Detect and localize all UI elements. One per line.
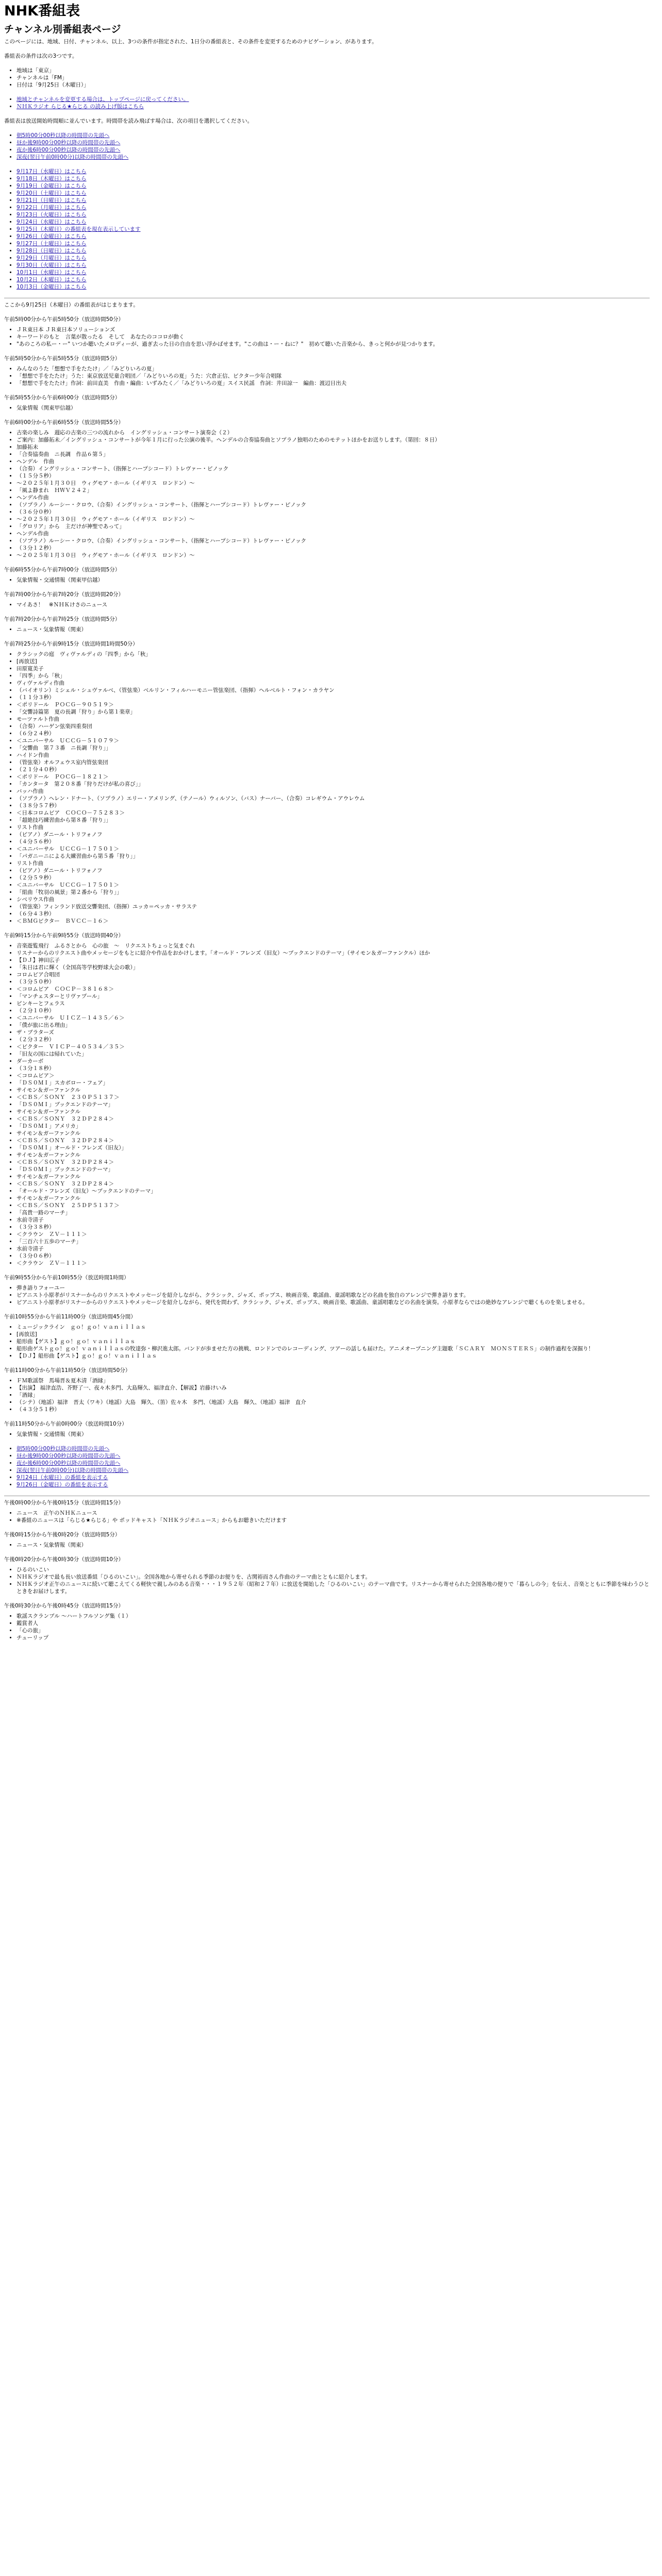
program-detail-line: • ＦＭ歌謡祭 馬場晋＆夏木清「酒縁」 (16, 1377, 650, 1384)
program-detail-line: • ＜ポリドール ＰＯＣＧ－９０５１９＞ (16, 701, 650, 708)
timeslot-link-evening[interactable]: 夜か後6時00分00秒以降の時間帯の先頭へ (16, 147, 121, 153)
program-detail-line: • 「超絶技巧練習曲から第８番「狩り」」 (16, 817, 650, 824)
timeslot-link-latenight[interactable]: 深夜(翌日午前0時00分)以降の時間帯の先頭へ (16, 154, 129, 160)
program-detail-line: • 「風よ静まれ ＨＷＶ２４２」 (16, 487, 650, 494)
program-detail-line: • クラシックの庭 ヴィヴァルディの「四季」から「秋」 (16, 651, 650, 658)
program-detail-line: • ひるのいこい (16, 1566, 650, 1573)
program-detail-line: • （３分０６秒） (16, 1252, 650, 1260)
timeslot-nav-link[interactable]: 9月26日（金曜日）の番組を表示する (16, 1482, 108, 1488)
program-detail-line: • ＜ユニバーサル ＵＣＣＧ－１７５０１＞ (16, 882, 650, 889)
program-details (4, 429, 650, 559)
program-detail-line: • 【出演】 福津直浩、芥野了一、夜々木多門、大島輝久、福津直介、【解説】岩藤けいみ (16, 1384, 650, 1392)
program-entry (4, 394, 650, 412)
date-link[interactable]: 9月26日（金曜日）はこちら (16, 233, 87, 240)
program-time: 午前11時00分から午前11時50分（放送時間50分） (4, 1367, 131, 1374)
program-entry (4, 591, 650, 608)
program-detail-line: • 「交響詩篇第 夏の長調「狩り」から第１楽章」 (16, 708, 650, 716)
program-detail-line: • ＜クラウン ＺＶ－１１１＞ (16, 1231, 650, 1238)
program-time: 午後0時15分から午後0時20分（放送時間5分） (4, 1532, 121, 1538)
program-detail-line: • ＜ＣＢＳ／ＳＯＮＹ ３２ＤＰ２８４＞ (16, 1180, 650, 1188)
page-heading: チャンネル別番組表ページ (4, 24, 121, 35)
program-detail-line: • 加藤拓未 (16, 444, 650, 451)
program-detail-line: • ＜ユニバーサル ＵＣＣＧ－１７５０１＞ (16, 845, 650, 853)
program-time: 午前6時00分から午前6時55分（放送時間55分） (4, 419, 124, 426)
program-details (4, 651, 650, 925)
condition-region: • 地域は「東京」 (16, 67, 650, 74)
program-detail-line: • ＜ポリドール ＰＯＣＧ－１８２１＞ (16, 773, 650, 781)
program-entry (4, 1274, 650, 1306)
program-detail-line: • 音楽遊覧飛行 ふるさとから 心の旅 ～ リクエストちょっと気まぐれ (16, 942, 650, 950)
program-detail-line: • ザ・ブラターズ (16, 1029, 650, 1036)
program-detail-line: • 水前寺清子 (16, 1245, 650, 1252)
radiru-readout-link[interactable]: ＮＨＫラジオ らじる★らじる の読み上げ版はこちら (16, 104, 144, 110)
program-detail-line: • ヘンデル作曲 (16, 494, 650, 501)
timeslot-nav-link[interactable]: 深夜(翌日午前0時00分)以降の時間帯の先頭へ (16, 1467, 129, 1473)
program-detail-line: • サイモン＆ガーファンクル (16, 1195, 650, 1202)
site-title: NHK番組表 (4, 3, 80, 19)
program-detail-line: • ＜日本コロムビア ＣＯＣＯ－７５２８３＞ (16, 809, 650, 817)
date-link[interactable]: 9月19日（金曜日）はこちら (16, 183, 87, 189)
program-entry (4, 1556, 650, 1595)
program-detail-line: • チューリップ (16, 1634, 650, 1641)
program-detail-line: • サイモン＆ガーファンクル (16, 1108, 650, 1115)
program-detail-line: • 【ＤＪ】神田広子 (16, 957, 650, 964)
program-detail-line: • （シテ）（地謡）福津 晋太（ワキ）（地謡）大島 輝久、（笛）佐々木 多門、（地謡）大島 輝久、（地謡）福津 直介 (16, 1399, 650, 1406)
condition-channel: • チャンネルは「FM」 (16, 74, 650, 81)
date-link[interactable]: 10月2日（木曜日）はこちら (16, 277, 87, 283)
timeslot-link-morning[interactable]: 朝5時00分00秒以降の時間帯の先頭へ (16, 132, 110, 139)
program-detail-line: • 水前寺清子 (16, 1216, 650, 1224)
program-details (4, 626, 650, 633)
program-detail-line: • （３８分５７秒） (16, 802, 650, 809)
program-detail-line: • （ソプラノ）ルーシー・クロウ、（合奏）イングリッシュ・コンサート、（指揮とハープシコード）トレヴァー・ピノック (16, 501, 650, 509)
program-details (4, 1510, 650, 1524)
program-detail-line: • ニュース・気象情報（関東） (16, 1541, 650, 1549)
date-link[interactable]: 9月28日（日曜日）はこちら (16, 248, 87, 254)
program-detail-line: • 「組曲「牧羽の風景」第２番から「狩り」」 (16, 889, 650, 896)
program-detail-line: • コロムビア合唱団 (16, 971, 650, 978)
date-links (4, 168, 650, 291)
program-detail-line: • 気象情報・交通情報（関東） (16, 1431, 650, 1438)
program-detail-line: • （６分４３秒） (16, 910, 650, 918)
program-detail-line: • ※番組のニュースは「らじる★らじる」や ポッドキャスト「ＮＨＫラジオニュース」からもお聴きいただけます (16, 1517, 650, 1524)
program-time: 午前9時55分から午前10時55分（放送時間1時間） (4, 1275, 129, 1281)
program-detail-line: • キーワードのもと 言葉が散ったる そして あなたのココロが動く (16, 333, 650, 341)
program-detail-line: • （ソプラノ）ルーシー・クロウ、（合奏）イングリッシュ・コンサート、（指揮とハープシコード）トレヴァー・ピノック (16, 537, 650, 545)
program-detail-line: • 「四季」から「秋」 (16, 672, 650, 680)
program-time: 午後0時00分から午後0時15分（放送時間15分） (4, 1500, 124, 1506)
program-detail-line: • 「想想で手をたたけ」うた：東京放送児童合唱団／「みどりいろの夏」うた：穴倉正信、ビクター少年合唱隊 (16, 372, 650, 380)
program-time: 午後0時30分から午後0時45分（放送時間15分） (4, 1603, 124, 1609)
program-details (4, 1431, 650, 1438)
program-time: 午後0時20分から午後0時30分（放送時間10分） (4, 1556, 124, 1563)
program-detail-line: • サイモン＆ガーファンクル (16, 1087, 650, 1094)
program-detail-line: • モーツァルト作曲 (16, 716, 650, 723)
program-detail-line: • リスナーからのリクエスト曲やメッセージをもとに紹介や作品をおかけします。「オールド・フレンズ（旧友）～ブックエンドのテーマ」（サイモン＆ガーファンクル）ほか (16, 950, 650, 957)
program-detail-line: • "あのころの私ー・ー" いつか聴いたメロディーが、過ぎ去った日の自由を思い浮かばせます。"この曲は・ー・ねに？" 初めて聴いた音楽から、きっと何かが見つかります。 (16, 341, 650, 348)
program-detail-line: • ＜ユニバーサル ＵＩＣＺ－１４３５／６＞ (16, 1014, 650, 1022)
program-detail-line: • （２分５９秒） (16, 874, 650, 882)
date-link[interactable]: 9月30日（火曜日）はこちら (16, 262, 87, 268)
intro-text: このページには、地域、日付、チャンネル、以上、3つの条件が指定された、1日分の番組表と、その条件を変更するためのナビゲーション、があります。 (4, 39, 377, 45)
program-time: 午前5時50分から午前5時55分（放送時間5分） (4, 355, 121, 362)
program-detail-line: • ニュース 正午のＮＨＫニュース (16, 1510, 650, 1517)
program-details (4, 1324, 650, 1360)
program-detail-line: • 「マンチェスターとリヴァプール」 (16, 993, 650, 1000)
program-detail-line: • 船形曲【ゲスト】ｇｏ！ｇｏ！ｖａｎｉｌｌａｓ (16, 1338, 650, 1345)
program-time: 午前7時00分から午前7時20分（放送時間20分） (4, 591, 124, 598)
program-details (4, 1566, 650, 1595)
program-details (4, 1284, 650, 1306)
program-detail-line: • ＜ユニバーサル ＵＣＣＧ－５１０７９＞ (16, 737, 650, 744)
timeslot-nav-link[interactable]: 9月24日（水曜日）の番組を表示する (16, 1475, 108, 1481)
program-detail-line: • （管弦楽）フィンランド放送交響楽団、（指揮）ユッカ＝ペッカ・サラステ (16, 903, 650, 910)
program-detail-line: • 「ＤＳ０ＭＩ」オールド・フレンズ（旧友）」 (16, 1144, 650, 1151)
program-detail-line: • ＜ＣＢＳ／ＳＯＮＹ ３２ＤＰ２８４＞ (16, 1137, 650, 1144)
program-detail-line: • 「想想で手をたたけ」作詞：前田直美 作曲・編曲：いずみたく／「みどりいろの夏」スイス民謡 作詞：井田諒一 編曲：渡辺日出夫 (16, 380, 650, 387)
program-time: 午前10時55分から午前11時00分（放送時間45分間） (4, 1314, 136, 1320)
timeslot-nav-link[interactable]: 昼か後9時00分00秒以降の時間帯の先頭へ (16, 1453, 121, 1459)
program-detail-line: • 「高貴一路のマーチ」 (16, 1209, 650, 1216)
program-detail-line: • 「グロリア」から 主だけが神聖であって」 (16, 523, 650, 530)
date-link[interactable]: 9月23日（火曜日）はこちら (16, 212, 87, 218)
program-detail-line: • 【ＤＪ】船形曲【ゲスト】ｇｏ！ｇｏ！ｖａｎｉｌｌａｓ (16, 1352, 650, 1360)
timeslot-link-noon[interactable]: 昼か後9時00分00秒以降の時間帯の先頭へ (16, 140, 121, 146)
program-entry (4, 1531, 650, 1549)
program-detail-line: • リスト作曲 (16, 824, 650, 831)
conditions-list (4, 67, 650, 89)
program-entry (4, 1367, 650, 1413)
program-detail-line: • サイモン＆ガーファンクル (16, 1151, 650, 1159)
program-detail-line: • ＜コロムビア ＣＯＣＰ－３８１６８＞ (16, 986, 650, 993)
date-link[interactable]: 9月22日（月曜日）はこちら (16, 205, 87, 211)
program-detail-line: • 「心の旅」 (16, 1627, 650, 1634)
program-detail-line: • ＜ＣＢＳ／ＳＯＮＹ ２５ＤＰ５１３７＞ (16, 1202, 650, 1209)
program-entry (4, 316, 650, 348)
program-detail-line: • （３分１２秒） (16, 545, 650, 552)
program-detail-line: • 歌謡スクランブル ～ハートフルソング集（１） (16, 1613, 650, 1620)
timeslot-nav-link[interactable]: 夜か後6時00分00秒以降の時間帯の先頭へ (16, 1460, 121, 1466)
program-entry (4, 640, 650, 925)
program-detail-line: • ヘンデル作曲 (16, 530, 650, 537)
program-detail-line: • ハイドン作曲 (16, 752, 650, 759)
program-detail-line: • 「旧友の国には帰れていた」 (16, 1050, 650, 1058)
program-detail-line: • 気象情報（関東甲信越） (16, 404, 650, 412)
program-detail-line: • （６分２４秒） (16, 730, 650, 737)
back-to-top-link[interactable]: 地域とチャンネルを変更する場合は、トップページに戻ってください。 (16, 96, 189, 103)
program-detail-line: • ＮＨＫラジオ正午のニュースに続いて聴こえてくる軽快で親しみのある音楽・・・１９５２年（昭和２７年）に放送を開始した「ひるのいこい」のテーマ曲です。リスナーから寄せられた全国各地の便りで「暮らしの今」を伝え、音楽とともに季節を味わうひとときをお届けします。 (16, 1581, 650, 1595)
program-detail-line: • （４分５６秒） (16, 838, 650, 845)
program-detail-line: • ヴィヴァルディ作曲 (16, 680, 650, 687)
program-detail-line: • ＜ＢＭＧビクター ＢＶＣＣ－１６＞ (16, 918, 650, 925)
conditions-intro: 番組表の条件は次の3つです。 (4, 53, 78, 59)
program-time: 午前5時55分から午前6時00分（放送時間5分） (4, 395, 121, 401)
program-details (4, 404, 650, 412)
program-detail-line: • バッハ作曲 (16, 788, 650, 795)
date-link[interactable]: 10月3日（金曜日）はこちら (16, 284, 87, 290)
program-details (4, 1613, 650, 1641)
program-details (4, 326, 650, 348)
date-link[interactable]: 9月24日（水曜日）はこちら (16, 219, 87, 225)
program-details (4, 942, 650, 1267)
program-entry (4, 566, 650, 584)
program-detail-line: • ＜ＣＢＳ／ＳＯＮＹ ３２ＤＰ２８４＞ (16, 1159, 650, 1166)
program-detail-line: • 鑑賞者人 (16, 1620, 650, 1627)
program-detail-line: • ミュージックライン ｇｏ！ｇｏ！ｖａｎｉｌｌａｓ (16, 1324, 650, 1331)
program-detail-line: • ～２０２５年１月３０日 ウィグモア・ホール（イギリス ロンドン）～ (16, 516, 650, 523)
program-detail-line: • （管弦楽）オルフェウス室内管弦楽団 (16, 759, 650, 766)
date-link[interactable]: 10月1日（水曜日）はこちら (16, 269, 87, 276)
timeslot-links (4, 132, 650, 161)
timeslot-intro: 番組表は放送開始時間順に並んでいます。時間帯を読み飛ばす場合は、次の項目を選択してください。 (4, 118, 253, 124)
program-detail-line: • 「酒縁」 (16, 1392, 650, 1399)
program-detail-line: • （４３分５１秒） (16, 1406, 650, 1413)
program-time: 午前6時55分から午前7時00分（放送時間5分） (4, 567, 121, 573)
program-entry (4, 616, 650, 633)
program-detail-line: • ダーカーボ (16, 1058, 650, 1065)
program-entry (4, 419, 650, 559)
program-detail-line: • （１５分５秒） (16, 472, 650, 480)
program-time: 午前11時50分から午前0時00分（放送時間10分） (4, 1421, 127, 1427)
timeslot-nav-link[interactable]: 朝5時00分00秒以降の時間帯の先頭へ (16, 1446, 110, 1452)
program-detail-line: • 「ＤＳ０ＭＩ」ブックエンドのテーマ」 (16, 1101, 650, 1108)
program-detail-line: • （２１分４０秒） (16, 766, 650, 773)
program-time: 午前7時20分から午前7時25分（放送時間5分） (4, 616, 121, 622)
program-detail-line: • ニュース・気象情報（関東） (16, 626, 650, 633)
program-detail-line: • ～２０２５年１月３０日 ウィグモア・ホール（イギリス ロンドン）～ (16, 480, 650, 487)
program-detail-line: • ピンキーとフェラス (16, 1000, 650, 1007)
program-detail-line: • ピアニスト小原孝がリスナーからのリクエストやメッセージを紹介しながら、発代を問わず、クラシック、ジャズ、ポップス、映画音楽、歌謡曲、童謡唱歌などの名曲を演奏。小原孝ならではの絶妙なアレンジで聴くものを楽しませる。 (16, 1299, 650, 1306)
date-link[interactable]: 9月18日（木曜日）はこちら (16, 176, 87, 182)
condition-date: • 日付は「9月25日（木曜日）」 (16, 81, 650, 89)
program-detail-line: • （合奏）ハーゲン弦楽四重奏団 (16, 723, 650, 730)
program-entry (4, 932, 650, 1267)
program-detail-line: • ～２０２５年１月３０日 ウィグモア・ホール（イギリス ロンドン）～ (16, 552, 650, 559)
program-details (4, 577, 650, 584)
program-details (4, 1377, 650, 1413)
date-link[interactable]: 9月25日（木曜日）の番組表を現在表示しています (16, 226, 141, 232)
program-entry (4, 1602, 650, 1641)
program-detail-line: • リスト作曲 (16, 860, 650, 867)
date-link[interactable]: 9月20日（土曜日）はこちら (16, 190, 87, 196)
program-detail-line: • （合奏）イングリッシュ・コンサート、（指揮とハープシコード）トレヴァー・ピノック (16, 465, 650, 472)
program-detail-line: • 「ＤＳ０ＭＩ」ブックエンドのテーマ」 (16, 1166, 650, 1173)
program-detail-line: • （３分３８秒） (16, 1224, 650, 1231)
program-detail-line: • ＜クラウン ＺＶ－１１１＞ (16, 1260, 650, 1267)
program-entry (4, 1313, 650, 1360)
program-entry (4, 1499, 650, 1524)
program-entry (4, 1420, 650, 1438)
program-detail-line: • （２分３２秒） (16, 1036, 650, 1043)
program-detail-line: • ＪＲ東日本 ＪＲ東日本ソリューションズ (16, 326, 650, 333)
program-list (4, 316, 650, 1641)
program-detail-line: • （３分１８秒） (16, 1065, 650, 1072)
program-detail-line: • 古楽の楽しみ 週応の古楽の三つの流れから イングリッシュ・コンサート演奏会（２） (16, 429, 650, 436)
program-detail-line: • ピアニスト小原孝がリスナーからのリクエストやメッセージを紹介しながら、クラシック、ジャズ、ポップス、映画音楽、歌謡曲、童謡唱歌などの名曲を独自のアレンジで弾き語ります。 (16, 1292, 650, 1299)
program-detail-line: • [再放送] (16, 658, 650, 665)
condition-links (4, 96, 650, 110)
program-details (4, 1541, 650, 1549)
list-start-text: ここから9月25日（木曜日）の番組表がはじまります。 (4, 302, 139, 308)
program-detail-line: • （３分５０秒） (16, 978, 650, 986)
program-details (4, 365, 650, 387)
program-detail-line: • 「ＤＳ０ＭＩ」スカボロー・フェア」 (16, 1079, 650, 1087)
program-detail-line: • 「交響曲 第７３番 ニ長調「狩り」」 (16, 744, 650, 752)
program-detail-line: • 「カンタータ 第２０８番「狩りだけが私の喜び」」 (16, 781, 650, 788)
program-detail-line: • （バイオリン）ミシェル・シュヴァルベ、（管弦楽）ベルリン・フィルハーモニー管弦楽団、（指揮）ヘルベルト・フォン・カラヤン (16, 687, 650, 694)
program-detail-line: • 「合奏協奏曲 ニ長調 作品６第５」 (16, 451, 650, 458)
program-detail-line: • ＜ビクター ＶＩＣＰ－４０５３４／３５＞ (16, 1043, 650, 1050)
program-detail-line: • みんなのうた「想想で手をたたけ」／「みどりいろの夏」 (16, 365, 650, 372)
program-detail-line: • 気象情報・交通情報（関東甲信越） (16, 577, 650, 584)
program-detail-line: • 「ＤＳ０ＭＩ」アメリカ」 (16, 1123, 650, 1130)
program-detail-line: • ＜コロムビア＞ (16, 1072, 650, 1079)
program-detail-line: • 船形曲ゲストｇｏ！ｇｏ！ｖａｎｉｌｌａｓの牧達弥・柳沢進太郎。バンドが歩ませた方の挑戦、ロンドンでのレコーディング、ツアーの話しも届けた。アニメオープニング主題歌「ＳＣＡＲＹ ＭＯＮＳＴＥＲＳ」の制作過程を深掘り！ (16, 1345, 650, 1352)
program-detail-line: • 「朱日は君に輝く（全国高等学校野球大会の歌）」 (16, 964, 650, 971)
program-detail-line: • [再放送] (16, 1331, 650, 1338)
program-detail-line: • 「パガニーニによる大練習曲から第５番「狩り」」 (16, 853, 650, 860)
program-detail-line: • 田原寛美子 (16, 665, 650, 672)
date-link[interactable]: 9月27日（土曜日）はこちら (16, 241, 87, 247)
program-time: 午前5時00分から午前5時50分（放送時間50分） (4, 316, 124, 323)
program-detail-line: • 「オールド・フレンズ（旧友）～ブックエンドのテーマ」 (16, 1188, 650, 1195)
program-detail-line: • ヘンデル 作曲 (16, 458, 650, 465)
program-detail-line: • 弾き語りフォーユー (16, 1284, 650, 1292)
program-detail-line: • （３６分０秒） (16, 509, 650, 516)
program-detail-line: • （１１分３秒） (16, 694, 650, 701)
program-detail-line: • （ピアノ）ダニール・トリフォノフ (16, 831, 650, 838)
program-detail-line: • ＜ＣＢＳ／ＳＯＮＹ ３２ＤＰ２８４＞ (16, 1115, 650, 1123)
date-link[interactable]: 9月21日（日曜日）はこちら (16, 197, 87, 204)
program-time: 午前9時15分から午前9時55分（放送時間40分） (4, 933, 124, 939)
date-link[interactable]: 9月17日（水曜日）はこちら (16, 168, 87, 175)
program-detail-line: • （２分１０秒） (16, 1007, 650, 1014)
program-time: 午前7時25分から午前9時15分（放送時間1時間50分） (4, 641, 138, 647)
program-detail-line: • シベリウス作曲 (16, 896, 650, 903)
program-details (4, 601, 650, 608)
program-detail-line: • マイあさ！ ※ＮＨＫけさのニュース (16, 601, 650, 608)
program-detail-line: • ＮＨＫラジオで最も長い放送番組「ひるのいこい」。全国各地から寄せられる季節のお便りを、古関裕而さん作曲のテーマ曲とともに紹介します。 (16, 1573, 650, 1581)
program-entry (4, 355, 650, 387)
program-detail-line: • ＜ＣＢＳ／ＳＯＮＹ ２３０Ｐ５１３７＞ (16, 1094, 650, 1101)
program-detail-line: • （ピアノ）ダニール・トリフォノフ (16, 867, 650, 874)
program-detail-line: • サイモン＆ガーファンクル (16, 1173, 650, 1180)
program-detail-line: • サイモン＆ガーファンクル (16, 1130, 650, 1137)
timeslot-nav-links (4, 1445, 650, 1488)
program-detail-line: • 「僕が旅に出る理由」 (16, 1022, 650, 1029)
date-link[interactable]: 9月29日（月曜日）はこちら (16, 255, 87, 261)
program-detail-line: • （ソプラノ）ヘレン・ドナート、（ソプラノ）エリー・アメリング、（テノール）ウィルソン、（バス）ナーバー、（合奏）コレギウム・アウレウム (16, 795, 650, 802)
program-detail-line: • ご案内：加藤拓未／イングリッシュ・コンサートが今年１月に行った公演の後半。ヘンデルの合奏協奏曲とソプラノ独唱のためのモテットほかをお送りします。（第回：８日） (16, 436, 650, 444)
program-detail-line: • 「三百六十五歩のマーチ」 (16, 1238, 650, 1245)
